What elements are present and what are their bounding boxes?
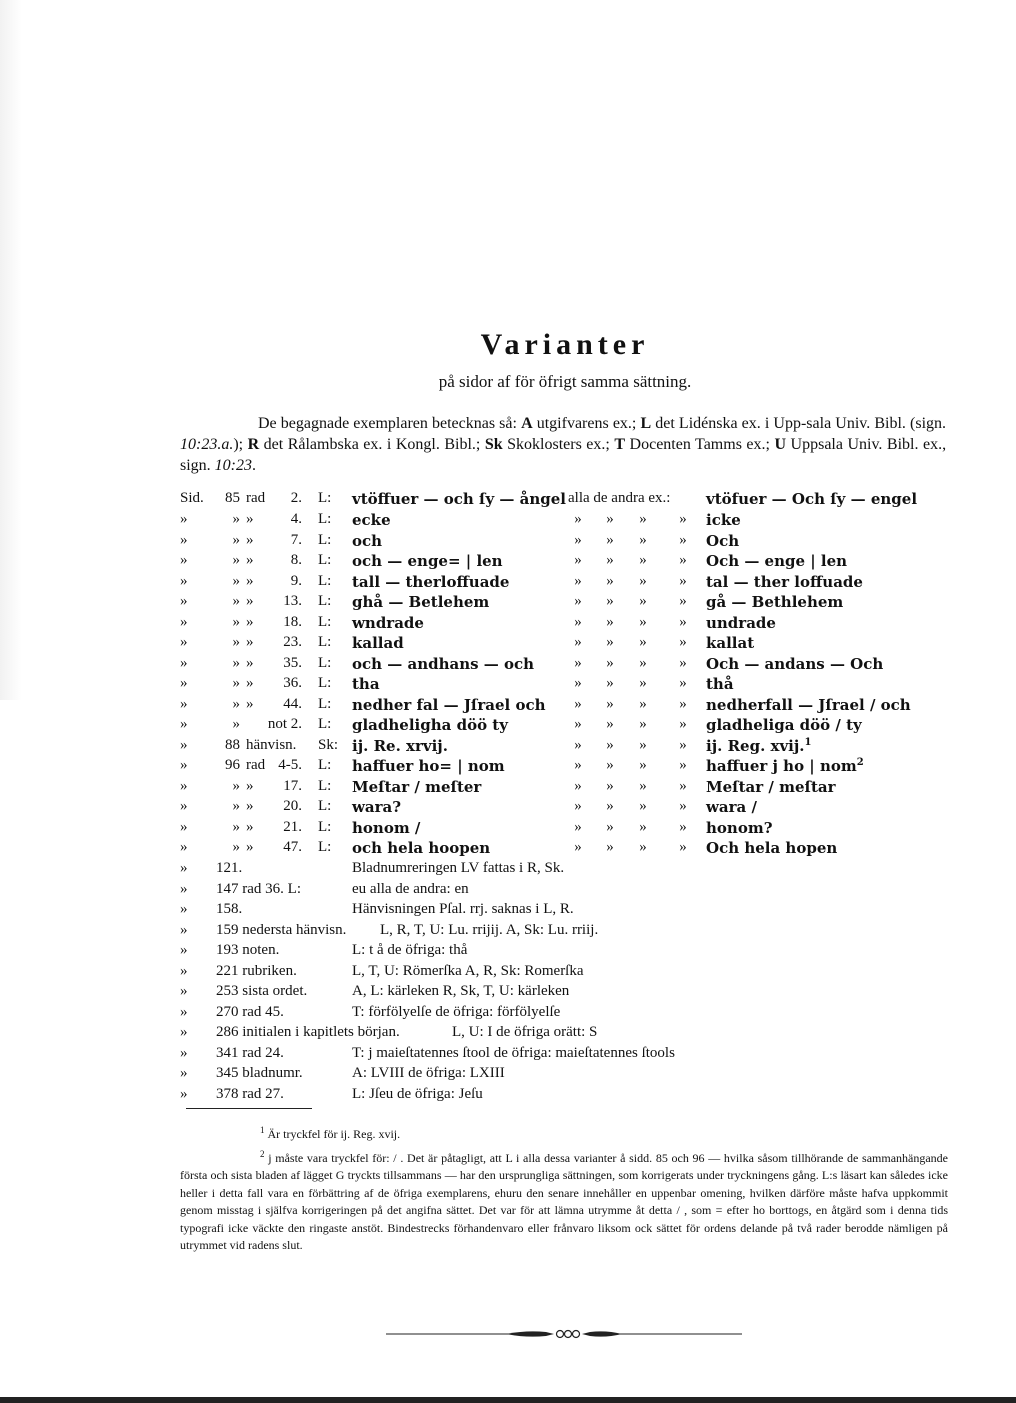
ditto-mark-4: » (679, 798, 687, 814)
col-source: L: (318, 511, 332, 527)
ditto-mark-3: » (639, 613, 647, 630)
ditto-mark-2: » (606, 675, 614, 691)
ditto-mark-3: » (639, 736, 647, 753)
ditto-mark-2: » (606, 634, 614, 650)
col-sid: » (180, 552, 188, 568)
location-text: 121. (216, 860, 243, 876)
ditto-mark-1: » (574, 654, 582, 671)
location-text: 345 bladnumr. (216, 1065, 303, 1081)
variant-description: L: Jſeu de öfriga: Jeſu (352, 1085, 483, 1102)
col-sid: » (180, 798, 188, 814)
col-where: » (246, 839, 254, 855)
col-others-reading: kallat (706, 634, 755, 652)
ditto-mark-1: » (574, 511, 582, 527)
shelfmark: 10:23 (214, 457, 252, 474)
col-sid: » (180, 839, 188, 855)
col-line: 17. (283, 777, 302, 794)
siglum-l: L (640, 415, 652, 432)
location-text: 159 nedersta hänvisn. (216, 921, 347, 938)
ditto-mark-3: » (639, 654, 647, 671)
ditto-mark-1: » (574, 716, 582, 732)
misc-variant-row (0, 922, 1016, 942)
col-page: 96 (225, 757, 240, 773)
closing-ornament (386, 1326, 742, 1342)
col-where: rad (246, 490, 266, 506)
variant-row (0, 675, 1016, 695)
col-source: L: (318, 818, 332, 835)
ditto-mark-1: » (574, 593, 582, 609)
variant-header-row (0, 490, 1016, 510)
col-others-reading: wara / (706, 798, 757, 816)
location-text: 341 rad 24. (216, 1044, 284, 1061)
shelfmark: 10:23.a. (180, 436, 234, 453)
col-sid: » (180, 880, 188, 897)
misc-variant-row (0, 983, 1016, 1003)
intro-text: Uppsala Univ. Bibl. ex., sign. (180, 436, 947, 474)
col-line: 20. (283, 798, 302, 814)
ditto-mark-2: » (606, 695, 614, 712)
footnote-2 (180, 1146, 948, 1254)
col-variant-reading: nedher fal — Jſrael och (352, 695, 546, 714)
misc-variant-row (0, 1024, 1016, 1044)
col-others-reading: ij. Reg. xvij.$^1$ (706, 736, 812, 755)
ditto-mark-2: » (606, 531, 614, 548)
ditto-mark-4: » (679, 511, 687, 527)
misc-variant-row (0, 860, 1016, 880)
variant-description: A: LVIII de öfriga: LXIII (352, 1065, 505, 1081)
col-source: L: (318, 798, 332, 814)
col-line: 4. (290, 511, 302, 527)
col-where: » (246, 593, 254, 609)
ditto-mark-1: » (574, 695, 582, 712)
col-source: L: (318, 716, 332, 732)
page-subtitle: på sidor af för öfrigt samma sättning. (438, 372, 692, 391)
col-sid: » (180, 634, 188, 650)
variant-row (0, 757, 1016, 777)
col-sid: » (180, 983, 188, 999)
col-variant-reading: ij. Re. xrvij. (352, 736, 448, 755)
col-source: L: (318, 572, 332, 589)
col-where: » (246, 572, 254, 589)
ditto-mark-2: » (606, 593, 614, 609)
col-sid: » (180, 1044, 188, 1061)
variant-row (0, 737, 1016, 757)
ditto-mark-4: » (679, 736, 687, 753)
col-sid: » (180, 1003, 188, 1020)
col-others-reading: Meſtar / meſtar (706, 777, 836, 796)
col-variant-reading: tha (352, 675, 380, 693)
ditto-mark-2: » (606, 798, 614, 814)
location-text: 158. (216, 901, 243, 917)
col-variant-reading: och hela hoopen (352, 839, 491, 857)
intro-paragraph (180, 413, 946, 476)
ditto-mark-3: » (639, 798, 647, 814)
ditto-mark-3: » (639, 634, 647, 650)
col-variant-reading: Meſtar / meſter (352, 777, 482, 796)
ditto-mark-1: » (574, 839, 582, 855)
ditto-mark-3: » (639, 716, 647, 732)
col-sid: Sid. (180, 490, 204, 506)
ditto-mark-2: » (606, 818, 614, 835)
col-sid: » (180, 1065, 188, 1081)
col-source: L: (318, 654, 332, 671)
siglum-u: U (774, 436, 787, 453)
variant-row (0, 614, 1016, 634)
footnote-text: j måste vara tryckfel för: / . Det är påtagligt, att L i alla dessa varianter å sidd. 85 och 96 — hvilka såsom tillhörande de sammanhängande första och sista bladen af lägget G tryckts tillsammans — har den ursprungliga sättningen, som korrigerats under tryckningens gång. L:s läsart kan således icke heller i detta fall vara en förbättring af de öfriga exemplarens, ehuru den senare innehåller en uppenbar omening, hvilken därföre måste hafva uppkommit genom misstag i själfva korrigeringen på det angifna sättet. Det var för att lämna utrymme åt detta / , som = efter ho borttogs, en åtgärd som i denna tids typografi icke väckte den ringaste anstöt. Bindestrecks förhandenvaro eller frånvaro liksom ock sättet för ordens delande på två rader berodde nämligen på utrymmet vid radens slut. (180, 1151, 948, 1253)
ditto-mark-4: » (679, 634, 687, 650)
ditto-mark-2: » (606, 613, 614, 630)
variant-row (0, 573, 1016, 593)
ditto-mark-4: » (679, 716, 687, 732)
ditto-mark-1: » (574, 552, 582, 568)
col-others-reading: nedherfall — Jſrael / och (706, 695, 911, 714)
siglum-r: R (247, 436, 260, 453)
variant-description: L, R, T, U: Lu. rrijij. A, Sk: Lu. rriij. (380, 921, 599, 938)
intro-text: . (252, 457, 256, 474)
col-sid: » (180, 695, 188, 712)
variant-description: L: t å de öfriga: thå (352, 942, 468, 958)
col-page: » (232, 654, 240, 671)
col-page: » (232, 675, 240, 691)
intro-text: Docenten Tamms ex.; (629, 436, 770, 453)
col-sid: » (180, 572, 188, 589)
ditto-mark-1: » (574, 675, 582, 691)
col-page: » (232, 798, 240, 814)
ditto-mark-3: » (639, 695, 647, 712)
col-variant-reading: wara? (352, 798, 402, 816)
col-sid: » (180, 1085, 188, 1102)
variant-description: Bladnumreringen LV fattas i R, Sk. (352, 860, 565, 876)
ditto-mark-4: » (679, 757, 687, 773)
col-others-reading: thå (706, 675, 734, 693)
variant-row (0, 716, 1016, 736)
col-sid: » (180, 921, 188, 938)
col-variant-reading: haffuer ho= | nom (352, 757, 505, 775)
col-line: 47. (283, 839, 302, 855)
col-others-reading: Och hela hopen (706, 839, 838, 857)
col-where: » (246, 613, 254, 630)
col-page: » (232, 613, 240, 630)
ditto-mark-3: » (639, 572, 647, 589)
col-source: L: (318, 593, 332, 609)
col-line: 35. (283, 654, 302, 671)
col-where: » (246, 634, 254, 650)
misc-variant-row (0, 942, 1016, 962)
ditto-mark-2: » (606, 716, 614, 732)
col-line: not 2. (267, 716, 302, 732)
footnote-text: Är tryckfel för ij. Reg. xvij. (267, 1127, 401, 1141)
col-source: L: (318, 675, 332, 691)
col-others-reading: gladheliga döö / ty (706, 716, 862, 734)
intro-text: Skoklosters ex.; (507, 436, 610, 453)
variant-row (0, 798, 1016, 818)
ditto-mark-2: » (606, 757, 614, 773)
col-source: L: (318, 531, 332, 548)
col-where: hänvisn. (246, 736, 297, 753)
ditto-mark-3: » (639, 777, 647, 794)
variant-row (0, 593, 1016, 613)
col-where: » (246, 654, 254, 671)
ditto-mark-4: » (679, 552, 687, 568)
col-page: » (232, 593, 240, 609)
location-text: 221 rubriken. (216, 962, 297, 979)
col-variant-reading: ecke (352, 511, 391, 529)
misc-variant-row (0, 881, 1016, 901)
col-sid: » (180, 757, 188, 773)
col-page: » (232, 552, 240, 568)
col-page: » (232, 818, 240, 835)
col-sid: » (180, 613, 188, 630)
ditto-mark-1: » (574, 777, 582, 794)
col-page: » (232, 634, 240, 650)
location-text: 147 rad 36. L: (216, 880, 301, 897)
col-variant-reading: ghå — Betlehem (352, 593, 490, 611)
misc-variant-row (0, 1045, 1016, 1065)
col-line: 4-5. (278, 757, 302, 773)
location-text: 378 rad 27. (216, 1085, 284, 1102)
ditto-mark-2: » (606, 654, 614, 671)
misc-variant-row (0, 963, 1016, 983)
ditto-mark-4: » (679, 613, 687, 630)
col-sid: » (180, 901, 188, 917)
col-page: » (232, 777, 240, 794)
ditto-mark-2: » (606, 511, 614, 527)
col-source: L: (318, 777, 332, 794)
ditto-mark-3: » (639, 757, 647, 773)
ditto-mark-4: » (679, 777, 687, 794)
col-others-reading: gå — Bethlehem (706, 593, 844, 611)
ditto-mark-1: » (574, 736, 582, 753)
col-others-reading: Och — andans — Och (706, 654, 884, 673)
col-where: » (246, 531, 254, 548)
col-sid: » (180, 531, 188, 548)
variant-row (0, 655, 1016, 675)
col-source: L: (318, 634, 332, 650)
footnote-number: 2 (260, 1149, 265, 1159)
col-where: rad (246, 757, 266, 773)
col-where: » (246, 798, 254, 814)
col-others-reading: tal — ther loffuade (706, 572, 863, 591)
variant-description: L, U: I de öfriga orätt: S (452, 1024, 598, 1040)
misc-variant-row (0, 1086, 1016, 1106)
col-others-reading: honom? (706, 818, 773, 837)
footnote-1 (180, 1122, 948, 1143)
ditto-mark-4: » (679, 818, 687, 835)
ditto-mark-2: » (606, 552, 614, 568)
variant-description: T: j maieſtatennes ſtool de öfriga: maieſtatennes ſtools (352, 1044, 675, 1061)
col-sid: » (180, 860, 188, 876)
col-variant-reading: wndrade (352, 613, 424, 632)
location-text: 253 sista ordet. (216, 983, 308, 999)
variant-row (0, 778, 1016, 798)
col-sid: » (180, 736, 188, 753)
col-line: 23. (283, 634, 302, 650)
col-sid: » (180, 511, 188, 527)
siglum-t: T (614, 436, 626, 453)
col-variant-reading: kallad (352, 634, 404, 652)
ditto-mark-3: » (639, 552, 647, 568)
col-variant-reading: gladheligha döö ty (352, 716, 508, 734)
ditto-mark-1: » (574, 572, 582, 589)
ditto-mark-4: » (679, 531, 687, 548)
col-page: 88 (225, 736, 240, 753)
ditto-mark-2: » (606, 839, 614, 855)
col-others-reading: Och — enge | len (706, 552, 848, 570)
ditto-mark-2: » (606, 572, 614, 589)
col-others-reading: Och (706, 531, 740, 550)
col-where: » (246, 777, 254, 794)
ditto-mark-4: » (679, 675, 687, 691)
location-text: 286 initialen i kapitlets början. (216, 1024, 400, 1040)
ditto-mark-4: » (679, 839, 687, 855)
col-line: 36. (283, 675, 302, 691)
variant-description: A, L: kärleken R, Sk, T, U: kärleken (352, 983, 570, 999)
variant-description: L, T, U: Römerſka A, R, Sk: Romerſka (352, 962, 584, 979)
ditto-mark-4: » (679, 572, 687, 589)
col-page: » (232, 716, 240, 732)
variant-description: Hänvisningen Pſal. rrj. saknas i L, R. (352, 901, 574, 917)
ditto-mark-1: » (574, 798, 582, 814)
col-line: 7. (290, 531, 302, 548)
ditto-mark-1: » (574, 634, 582, 650)
intro-text: det Rålambska ex. i Kongl. Bibl.; (263, 436, 481, 453)
col-line: 13. (283, 593, 302, 609)
col-line: 44. (283, 695, 302, 712)
variant-description: eu alla de andra: en (352, 880, 469, 897)
col-others-label: alla de andra ex.: (568, 490, 671, 506)
variant-row (0, 634, 1016, 654)
col-sid: » (180, 1024, 188, 1040)
ditto-mark-3: » (639, 675, 647, 691)
ditto-mark-3: » (639, 511, 647, 527)
location-text: 193 noten. (216, 942, 280, 958)
ditto-mark-1: » (574, 531, 582, 548)
intro-text: De begagnade exemplaren betecknas så: (258, 415, 517, 432)
ditto-mark-4: » (679, 654, 687, 671)
intro-text: ); (233, 436, 244, 453)
variant-row (0, 819, 1016, 839)
ditto-mark-2: » (606, 736, 614, 753)
ditto-mark-2: » (606, 777, 614, 794)
col-page: » (232, 531, 240, 548)
col-page: » (232, 572, 240, 589)
footnote-ref: 2 (856, 757, 864, 768)
col-source: L: (318, 490, 332, 506)
col-line: 2. (290, 490, 302, 506)
col-others-reading: vtöfuer — Och ſy — engel (706, 490, 918, 508)
col-variant-reading: och — enge= | len (352, 552, 503, 570)
variant-row (0, 552, 1016, 572)
col-line: 9. (290, 572, 302, 589)
ditto-mark-1: » (574, 757, 582, 773)
misc-variant-row (0, 1065, 1016, 1085)
col-where: » (246, 695, 254, 712)
col-source: L: (318, 613, 332, 630)
variant-description: T: förfölyelſe de öfriga: förfölyelſe (352, 1003, 561, 1020)
col-variant-reading: honom / (352, 818, 421, 837)
col-sid: » (180, 962, 188, 979)
col-line: 21. (283, 818, 302, 835)
variant-row (0, 696, 1016, 716)
col-variant-reading: vtöffuer — och ſy — ångel (352, 490, 566, 508)
col-source: L: (318, 757, 332, 773)
variant-row (0, 839, 1016, 859)
footnote-ref: 1 (804, 736, 812, 748)
col-where: » (246, 511, 254, 527)
col-sid: » (180, 593, 188, 609)
variant-row (0, 511, 1016, 531)
col-page: » (232, 839, 240, 855)
col-sid: » (180, 654, 188, 671)
location-text: 270 rad 45. (216, 1003, 284, 1020)
ditto-mark-4: » (679, 593, 687, 609)
col-line: 8. (290, 552, 302, 568)
col-source: Sk: (318, 736, 339, 753)
col-variant-reading: och (352, 531, 383, 550)
col-others-reading: haffuer j ho | nom$^2$ (706, 757, 864, 775)
col-others-reading: icke (706, 511, 741, 529)
col-page: » (232, 695, 240, 712)
misc-variant-row (0, 1004, 1016, 1024)
col-source: L: (318, 552, 332, 568)
col-variant-reading: tall — therloffuade (352, 572, 510, 591)
col-where: » (246, 552, 254, 568)
siglum-sk: Sk (484, 436, 503, 453)
col-line: 18. (283, 613, 302, 630)
siglum-a: A (521, 415, 533, 432)
scan-bottom-edge (0, 1397, 1016, 1403)
col-sid: » (180, 818, 188, 835)
col-sid: » (180, 777, 188, 794)
page-title: Varianter (480, 328, 650, 361)
col-where: » (246, 818, 254, 835)
ditto-mark-3: » (639, 593, 647, 609)
col-where: » (246, 675, 254, 691)
footnote-number: 1 (260, 1125, 265, 1135)
col-page: » (232, 511, 240, 527)
ditto-mark-1: » (574, 613, 582, 630)
ditto-mark-3: » (639, 839, 647, 855)
ditto-mark-3: » (639, 818, 647, 835)
ditto-mark-4: » (679, 695, 687, 712)
col-variant-reading: och — andhans — och (352, 654, 535, 673)
variant-row (0, 532, 1016, 552)
intro-text: det Lidénska ex. i Upp-sala Univ. Bibl. (sign. (655, 415, 947, 432)
col-sid: » (180, 675, 188, 691)
col-source: L: (318, 695, 332, 712)
col-page: 85 (225, 490, 240, 506)
misc-variant-row (0, 901, 1016, 921)
col-sid: » (180, 716, 188, 732)
intro-text: utgifvarens ex.; (536, 415, 637, 432)
ditto-mark-3: » (639, 531, 647, 548)
ditto-mark-1: » (574, 818, 582, 835)
col-sid: » (180, 942, 188, 958)
footnote-separator (186, 1108, 312, 1109)
col-source: L: (318, 839, 332, 855)
col-others-reading: undrade (706, 613, 776, 632)
